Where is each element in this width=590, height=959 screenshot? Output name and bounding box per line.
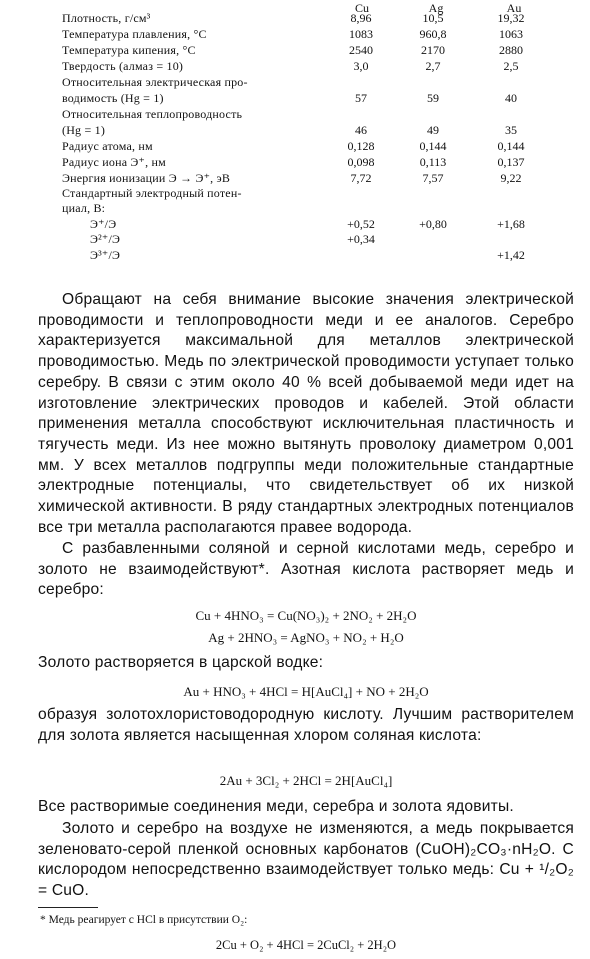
ag-value: 960,8: [419, 27, 447, 41]
ag-value: 0,144: [419, 139, 447, 153]
equation-au-chlorine: 2Au + 3Cl₂ + 2HCl = 2H[AuCl₄]: [219, 773, 393, 788]
cu-value: 7,72: [350, 171, 372, 185]
row-label: циал, В:: [62, 201, 106, 215]
column-header-ag: Ag: [428, 1, 444, 15]
table-row: [0, 59, 590, 73]
au-value: 19,32: [497, 11, 525, 25]
row-label: Температура кипения, °С: [62, 43, 196, 57]
ag-value: 10,5: [422, 11, 444, 25]
paragraph-conductivity: Обращают на себя внимание высокие значения электрической проводимости и теплопроводности меди и ее аналогов. Серебро характеризуется максимальной для металлов электрической проводимостью. Медь по электрической проводимости уступает только серебру. В связи с этим около 40 % всей добываемой меди идет на изготовление электрических проводов и кабелей. Этой области применения металла способствуют исключительная пластичность и тягучесть меди. Из нее можно вытянуть проволоку диаметром 0,001 мм. У всех металлов подгруппы меди положительные стандартные электродные потенциалы, что свидетельствует об их низкой химической активности. В ряду стандартных электродных потенциалов все три металла располагаются правее водорода.: [38, 291, 574, 536]
au-value: 1063: [499, 27, 523, 41]
row-label: Стандартный электродный потен-: [62, 186, 242, 200]
ag-value: 2170: [421, 43, 445, 57]
table-row: [0, 27, 590, 41]
table-row: [0, 186, 590, 200]
row-label: Радиус атома, нм: [62, 139, 153, 153]
ag-value: 49: [427, 123, 439, 137]
table-row: [0, 139, 590, 153]
paragraph-air-oxygen: Золото и серебро на воздухе не изменяются, а медь покрывается зеленовато-серой пленкой основных карбонатов (CuOH)₂CO₃·nH₂O. С кислородом непосредственно взаимодействует только медь: Cu + ¹/₂O₂ = CuO.: [38, 820, 574, 900]
au-value: 2880: [499, 43, 523, 57]
cu-value: 57: [355, 91, 367, 105]
row-label: Относительная теплопроводность: [62, 107, 243, 121]
au-value: +1,42: [497, 248, 525, 262]
equation-cu-nitric: Cu + 4HNO₃ = Cu(NO₃)₂ + 2NO₂ + 2H₂O: [195, 608, 417, 623]
footnote-equation: 2Cu + O₂ + 4HCl = 2CuCl₂ + 2H₂O: [215, 938, 397, 952]
cu-value: +0,34: [347, 232, 375, 246]
row-label: Э⁺/Э: [90, 217, 117, 231]
ag-value: 2,7: [425, 59, 441, 73]
row-label: Энергия ионизации Э → Э⁺, эВ: [62, 171, 231, 185]
table-row: [0, 91, 590, 105]
equation-ag-nitric: Ag + 2HNO₃ = AgNO₃ + NO₂ + H₂O: [208, 630, 404, 645]
table-row: [0, 155, 590, 169]
cu-value: 0,128: [347, 139, 375, 153]
row-label: Плотность, г/см³: [62, 11, 151, 25]
au-value: +1,68: [497, 217, 525, 231]
row-label: Э³⁺/Э: [90, 248, 121, 262]
column-header-cu: Cu: [354, 1, 369, 15]
cu-value: +0,52: [347, 217, 375, 231]
paragraph-toxicity: Все растворимые соединения меди, серебра и золота ядовиты.: [38, 798, 514, 815]
ag-value: 0,113: [419, 155, 447, 169]
footnote-separator: [38, 907, 98, 908]
properties-table: [0, 0, 590, 270]
row-label: Э²⁺/Э: [90, 232, 121, 246]
au-value: 2,5: [503, 59, 519, 73]
cu-value: 0,098: [347, 155, 375, 169]
row-label: водимость (Hg = 1): [62, 91, 164, 105]
ag-value: +0,80: [419, 217, 447, 231]
cu-value: 1083: [349, 27, 373, 41]
au-value: 0,144: [497, 139, 525, 153]
cu-value: 2540: [349, 43, 373, 57]
paragraph-acids: С разбавленными соляной и серной кислотами медь, серебро и золото не взаимодействуют*. Азотная кислота растворяет медь и серебро:: [38, 540, 574, 599]
table-row: [0, 123, 590, 137]
row-label: Твердость (алмаз = 10): [62, 59, 184, 73]
table-row: [0, 75, 590, 89]
column-header-au: Au: [506, 1, 522, 15]
paragraph-aqua-regia: Золото растворяется в царской водке:: [38, 654, 324, 671]
table-row: [0, 217, 590, 231]
au-value: 9,22: [500, 171, 522, 185]
au-value: 40: [505, 91, 517, 105]
cu-value: 46: [355, 123, 367, 137]
table-row: [0, 248, 590, 262]
row-label: Температура плавления, °С: [62, 27, 207, 41]
table-row: [0, 43, 590, 57]
table-row: [0, 11, 590, 25]
cu-value: 8,96: [350, 11, 372, 25]
table-row: [0, 107, 590, 121]
footnote-text: * Медь реагирует с HCl в присутствии O₂:: [40, 914, 248, 926]
equation-au-aqua-regia: Au + HNO₃ + 4HCl = H[AuCl₄] + NO + 2H₂O: [183, 684, 429, 699]
row-label: (Hg = 1): [62, 123, 106, 137]
au-value: 0,137: [497, 155, 525, 169]
paragraph-chloroauric: образуя золотохлористоводородную кислоту. Лучшим растворителем для золота является насыщенная хлором соляная кислота:: [38, 706, 574, 744]
table-row: [0, 171, 590, 185]
ag-value: 7,57: [422, 171, 444, 185]
ag-value: 59: [427, 91, 439, 105]
row-label: Относительная электрическая про-: [62, 75, 248, 89]
table-row: [0, 232, 590, 246]
table-row: [0, 201, 590, 215]
cu-value: 3,0: [353, 59, 369, 73]
row-label: Радиус иона Э⁺, нм: [62, 155, 166, 169]
au-value: 35: [505, 123, 517, 137]
